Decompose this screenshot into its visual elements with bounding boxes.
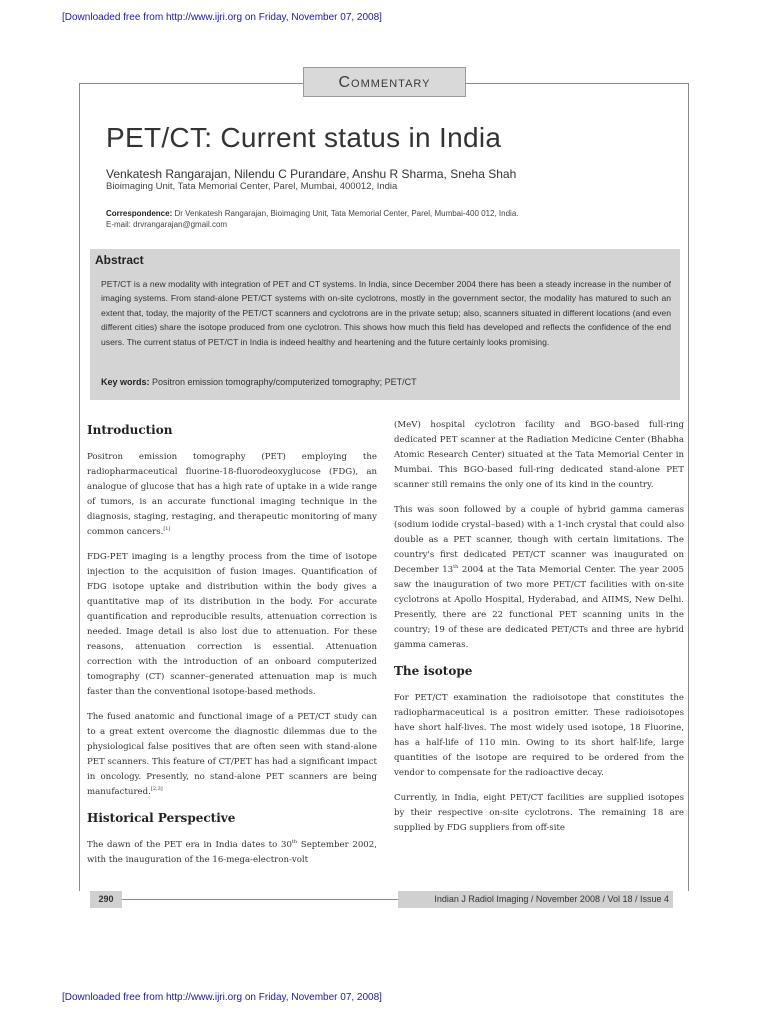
section-label: Commentary — [303, 67, 466, 97]
download-note-top: [Downloaded free from http://www.ijri.org on Friday, November 07, 2008] — [62, 12, 382, 23]
abstract-heading: Abstract — [95, 253, 144, 267]
keywords — [101, 377, 671, 387]
body-column-right — [394, 418, 684, 890]
affiliation: Bioimaging Unit, Tata Memorial Center, Parel, Mumbai, 400012, India — [106, 181, 398, 192]
correspondence-text: Dr Venkatesh Rangarajan, Bioimaging Unit, Tata Memorial Center, Parel, Mumbai-400 012, India. — [174, 209, 519, 218]
authors: Venkatesh Rangarajan, Nilendu C Purandare, Anshu R Sharma, Sneha Shah — [106, 167, 517, 181]
journal-citation: Indian J Radiol Imaging / November 2008 / Vol 18 / Issue 4 — [398, 891, 673, 908]
intro-heading: Introduction — [87, 423, 173, 437]
correspondence-email: E-mail: drvrangarajan@gmail.com — [106, 220, 228, 229]
ref-2-3: [2,3] — [150, 786, 163, 793]
keywords-text: Positron emission tomography/computerized tomography; PET/CT — [152, 377, 417, 387]
isotope-paragraph-2: Currently, in India, eight PET/CT facilities are supplied isotopes by their respective on-site cyclotrons. The remaining 18 are supplied by FDG suppliers from off-site — [394, 793, 684, 833]
history-paragraph-1: The dawn of the PET era in India dates to 30th September 2002, with the inauguration of the 16-mega-electron-volt — [87, 839, 377, 865]
isotope-paragraph-1: For PET/CT examination the radioisotope that constitutes the radiopharmaceutical is a positron emitter. These radioisotopes have short half-lives. The most widely used isotope, 18 Fluorine, has a half-life of 110 min. Owing to its short half-life, large quantities of the isotope are required to be ordered from the vendor to compensate for the radioactive decay. — [394, 693, 684, 778]
history-heading: Historical Perspective — [87, 811, 236, 825]
abstract-box — [90, 249, 680, 400]
intro-paragraph-1: Positron emission tomography (PET) employing the radiopharmaceutical fluorine-18-fluorodeoxyglucose (FDG), an analogue of glucose that has a high rate of uptake in a wide range of tumors, is an accurate functional imaging technique in the diagnosis, staging, restaging, and therapeutic monitoring of many common cancers.[1] — [87, 452, 377, 537]
isotope-heading: The isotope — [394, 664, 473, 678]
right-paragraph-1: (MeV) hospital cyclotron facility and BGO-based full-ring dedicated PET scanner at the Radiation Medicine Center (Bhabha Atomic Research Center) situated at the Tata Memorial Center in Mumbai. This BGO-based full-ring dedicated stand-alone PET scanner still remains the only one of its kind in the country. — [394, 420, 684, 490]
correspondence — [106, 208, 676, 230]
keywords-label: Key words: — [101, 377, 150, 387]
article-title: PET/CT: Current status in India — [106, 122, 502, 153]
correspondence-label: Correspondence: — [106, 209, 173, 218]
intro-paragraph-2: FDG-PET imaging is a lengthy process from the time of isotope injection to the acquisition of fusion images. Quantification of FDG isotope uptake and distribution within the body gives a quantitative map of its distribution in the body. For accurate quantification and reproducible results, attenuation correction is needed. Image detail is also lost due to attenuation. For these reasons, attenuation correction is essential. Attenuation correction with the introduction of an onboard computerized tomography (CT) scanner–generated attenuation map is much faster than the conventional isotope-based methods. — [87, 552, 377, 697]
abstract-text: PET/CT is a new modality with integration of PET and CT systems. In India, since December 2004 there has been a steady increase in the number of imaging systems. From stand-alone PET/CT systems with on-site cyclotrons, mostly in the government sector, the modality has matured to such an extent that, today, the majority of the PET/CT scanners and cyclotrons are in the private setup; also, scanners situated in different locations (and even different cities) share the isotope produced from one cyclotron. This shows how much this field has developed and reflects the confidence of the end users. The current status of PET/CT in India is indeed healthy and heartening and the future certainly looks promising. — [101, 279, 671, 347]
body-column-left — [87, 415, 377, 887]
ref-1: [1] — [163, 526, 171, 533]
right-paragraph-2: This was soon followed by a couple of hybrid gamma cameras (sodium iodide crystal–based) with a 1-inch crystal that could also double as a PET scanner, though with certain limitations. The country's first dedicated PET/CT scanner was inaugurated on December 13th 2004 at the Tata Memorial Center. The year 2005 saw the inauguration of two more PET/CT facilities with on-site cyclotrons at Apollo Hospital, Hyderabad, and AIIMS, New Delhi. Presently, there are 22 functional PET scanning units in the country; 19 of these are dedicated PET/CTs and three are hybrid gamma cameras. — [394, 505, 684, 650]
page-number: 290 — [90, 891, 122, 908]
intro-paragraph-3: The fused anatomic and functional image of a PET/CT study can to a great extent overcome the diagnostic dilemmas due to the physiological false positives that are often seen with stand-alone PET scanners. This feature of CT/PET has had a significant impact in oncology. Presently, no stand-alone PET scanners are being manufactured.[2,3] — [87, 712, 377, 797]
download-note-bottom: [Downloaded free from http://www.ijri.org on Friday, November 07, 2008] — [62, 992, 382, 1003]
